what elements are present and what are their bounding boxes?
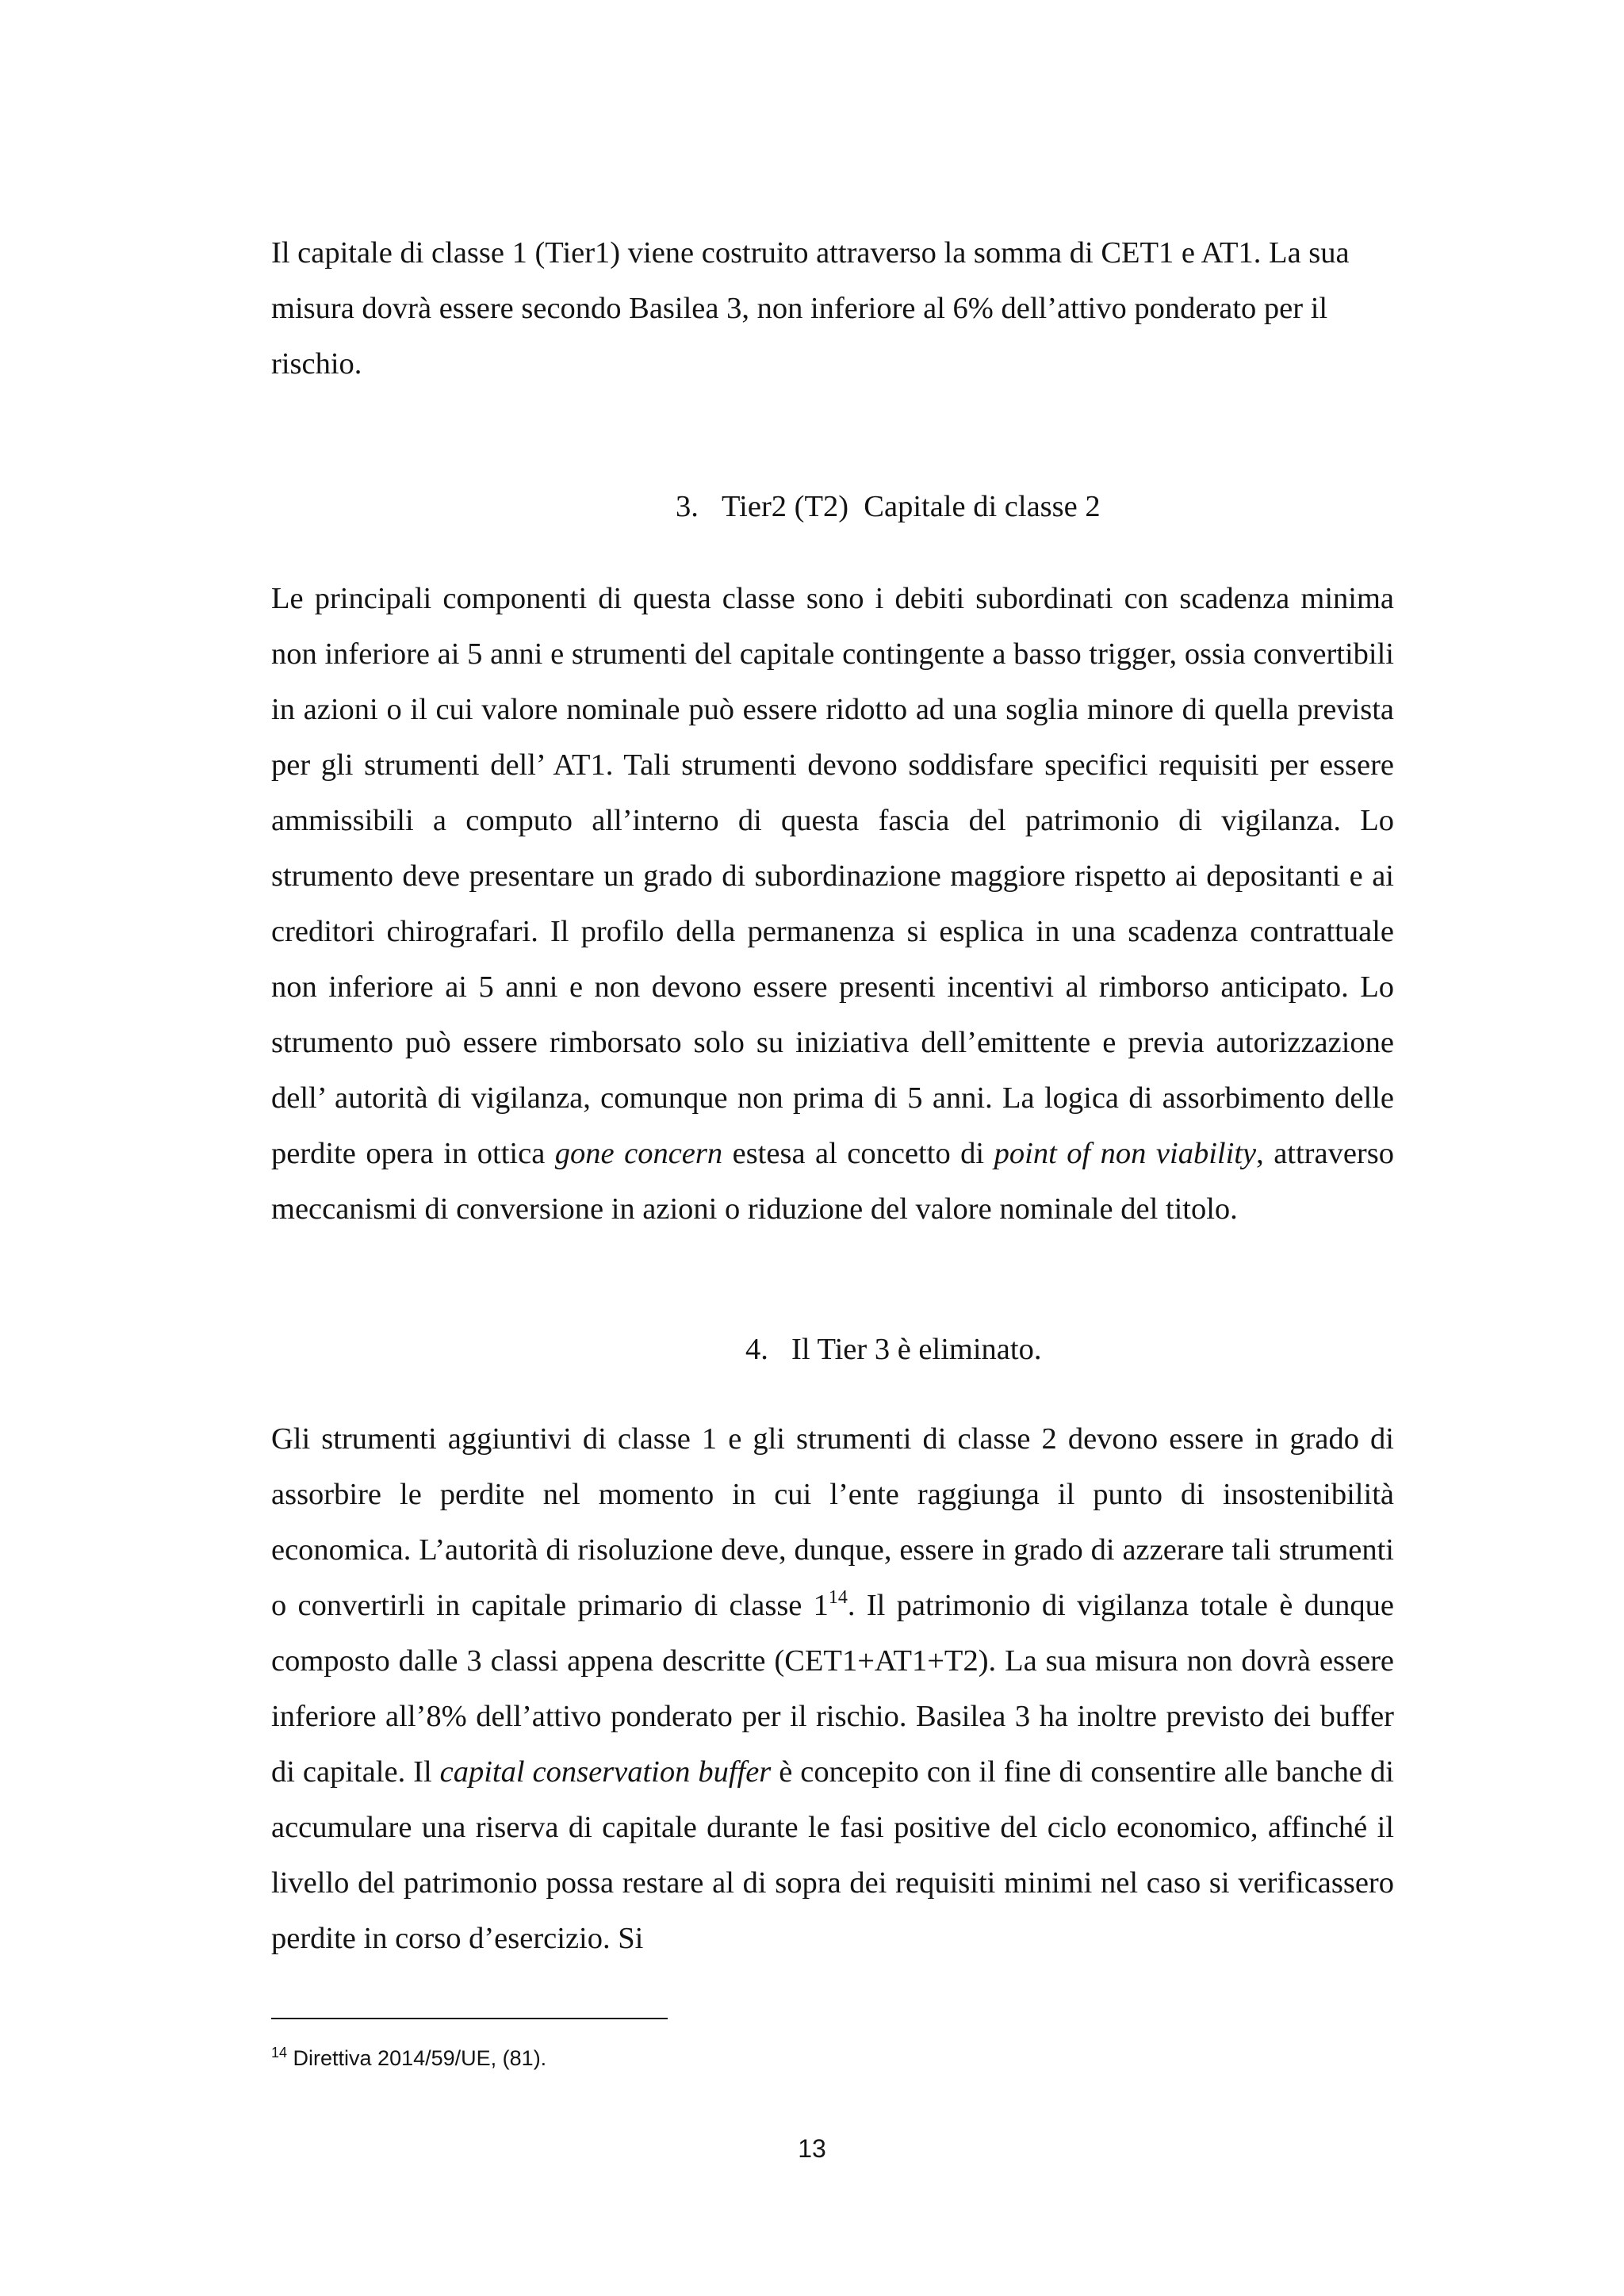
section-number: 3. [676,490,699,523]
paragraph-tier2-text-1: Le principali componenti di questa classe sono i debiti subordinati con scadenza minima non inferiore ai 5 anni e strumenti del capitale contingente a basso trigger, ossia convertibili in azioni o il cui valore nominale può essere ridotto ad una soglia minore di quella prevista per gli strumenti dell’ AT1. Tali strumenti devono soddisfare specifici requisiti per essere ammissibili a computo all’interno di questa fascia del patrimonio di vigilanza. Lo strumento deve presentare un grado di subordinazione maggiore rispetto ai depositanti e ai creditori chirografari. Il profilo della permanenza si esplica in una scadenza contrattuale non inferiore ai 5 anni e non devono essere presenti incentivi al rimborso anticipato. Lo strumento può essere rimborsato solo su iniziativa dell’emittente e previa autorizzazione dell’ autorità di vigilanza, comunque non prima di 5 anni. La logica di assorbimento delle perdite opera in ottica [271,582,1394,1170]
paragraph-tier1 [271,225,1394,392]
paragraph-tier2-text-2: estesa al concetto di [722,1137,994,1170]
footnote-reference[interactable]: 14 [828,1587,848,1608]
paragraph-total-text-2: . Il patrimonio di vigilanza totale è dunque composto dalle 3 classi appena descritte (CET1+AT1+T2). La sua misura non dovrà essere inferiore all’8% dell’attivo ponderato per il rischio. Basilea 3 ha inoltre previsto dei buffer di capitale. Il [271,1589,1394,1789]
section-title: Il Tier 3 è eliminato. [791,1333,1042,1366]
paragraph-total-capital [271,1411,1394,1966]
section-title: Tier2 (T2) Capitale di classe 2 [722,490,1101,523]
section-heading-tier3 [745,1322,1041,1377]
paragraph-tier2-italic-2: point of non viability [994,1137,1257,1170]
footnote [271,2042,546,2074]
paragraph-total-text-3: è concepito con il fine di consentire alle banche di accumulare una riserva di capitale durante le fasi positive del ciclo economico, affinché il livello del patrimonio possa restare al di sopra dei requisiti minimi nel caso si verificassero perdite in corso d’esercizio. Si [271,1755,1394,1955]
paragraph-tier2-text-3: , attraverso meccanismi di conversione in azioni o riduzione del valore nominale del titolo. [271,1137,1394,1226]
page-number: 13 [798,2134,826,2163]
section-heading-tier2 [676,479,1101,534]
footnote-divider [271,2018,668,2019]
footnote-text: Direttiva 2014/59/UE, (81). [287,2046,547,2070]
paragraph-tier2-italic-1: gone concern [554,1137,723,1170]
paragraph-total-text-1: Gli strumenti aggiuntivi di classe 1 e gli strumenti di classe 2 devono essere in grado di assorbire le perdite nel momento in cui l’ente raggiunga il punto di insostenibilità economica. L’autorità di risoluzione deve, dunque, essere in grado di azzerare tali strumenti o convertirli in capitale primario di classe 1 [271,1422,1394,1622]
paragraph-tier1-text: Il capitale di classe 1 (Tier1) viene costruito attraverso la somma di CET1 e AT1. La sua misura dovrà essere secondo Basilea 3, non inferiore al 6% dell’attivo ponderato per il rischio. [271,236,1350,381]
paragraph-total-italic-1: capital conservation buffer [439,1755,772,1789]
paragraph-tier2 [271,571,1394,1237]
section-number: 4. [745,1333,768,1366]
footnote-number: 14 [271,2045,288,2061]
